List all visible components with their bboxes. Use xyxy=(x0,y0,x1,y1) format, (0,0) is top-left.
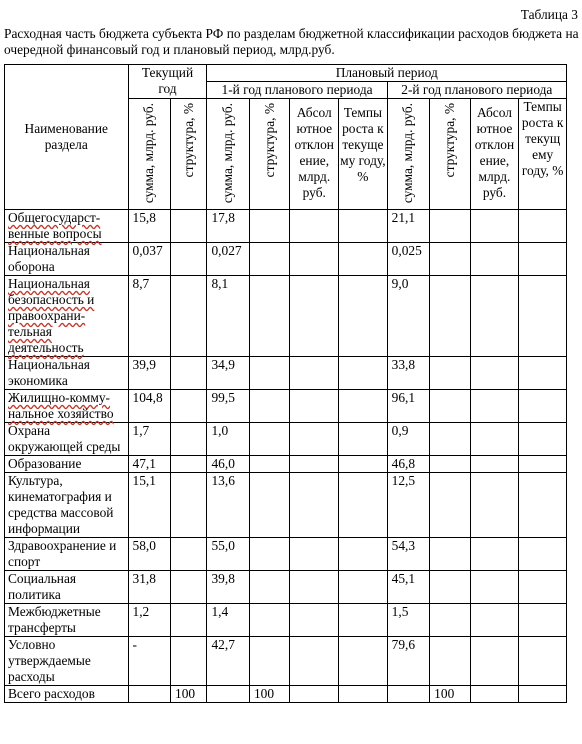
cell-y2-sum: 21,1 xyxy=(387,210,430,243)
budget-table xyxy=(4,64,567,703)
cell-y2-structure xyxy=(430,390,470,423)
cell-total-name: Всего расходов xyxy=(5,686,129,703)
header-y2-structure: структура, % xyxy=(430,99,470,210)
cell-y2-growth xyxy=(519,637,567,686)
cell-y2-sum: 12,5 xyxy=(387,473,430,538)
cell-y1-structure xyxy=(249,390,289,423)
cell-y2-abs-dev xyxy=(470,604,519,637)
cell-cur-sum: 0,037 xyxy=(128,243,171,276)
cell-y2-sum: 0,025 xyxy=(387,243,430,276)
table-title: Расходная часть бюджета субъекта РФ по разделам бюджетной классификации расходов бюджета на очередной финансовый год и плановый период, млрд.руб. xyxy=(4,26,579,57)
cell-y2-abs-dev xyxy=(470,357,519,390)
cell-y2-growth xyxy=(519,357,567,390)
cell-y2-growth xyxy=(519,604,567,637)
cell-y2-structure xyxy=(430,473,470,538)
cell-y1-structure xyxy=(249,210,289,243)
cell-y2-abs-dev xyxy=(470,423,519,456)
table-row xyxy=(5,637,567,686)
cell-y1-growth xyxy=(339,604,388,637)
cell-y1-sum: 34,9 xyxy=(207,357,250,390)
total-row xyxy=(5,686,567,703)
cell-row-name: Общегосударст-венные вопросы xyxy=(5,210,129,243)
cell-y1-structure xyxy=(249,571,289,604)
table-row xyxy=(5,390,567,423)
table-row xyxy=(5,571,567,604)
cell-row-name: Образование xyxy=(5,456,129,473)
cell-cur-sum: 1,7 xyxy=(128,423,171,456)
cell-y1-abs-dev xyxy=(290,473,339,538)
cell-row-name: Межбюджетные трансферты xyxy=(5,604,129,637)
cell-row-name: Охрана окружающей среды xyxy=(5,423,129,456)
table-row xyxy=(5,538,567,571)
cell-row-name: Здравоохранение и спорт xyxy=(5,538,129,571)
cell-row-name: Культура, кинематография и средства массовой информации xyxy=(5,473,129,538)
cell-y1-structure xyxy=(249,456,289,473)
cell-row-name: Национальная экономика xyxy=(5,357,129,390)
cell-y2-structure xyxy=(430,637,470,686)
cell-y2-sum: 45,1 xyxy=(387,571,430,604)
cell-y1-sum: 1,4 xyxy=(207,604,250,637)
cell-y2-abs-dev xyxy=(470,390,519,423)
cell-y1-abs-dev xyxy=(290,571,339,604)
cell-y1-growth xyxy=(339,276,388,357)
cell-y1-sum: 1,0 xyxy=(207,423,250,456)
cell-y1-abs-dev xyxy=(290,390,339,423)
cell-cur-sum: 47,1 xyxy=(128,456,171,473)
table-row xyxy=(5,604,567,637)
cell-row-name: Социальная политика xyxy=(5,571,129,604)
cell-y1-sum: 55,0 xyxy=(207,538,250,571)
cell-cur-structure xyxy=(171,243,207,276)
cell-cur-structure xyxy=(171,571,207,604)
table-row xyxy=(5,210,567,243)
header-cur-structure: структура, % xyxy=(171,99,207,210)
cell-y1-sum: 46,0 xyxy=(207,456,250,473)
cell-y2-abs-dev xyxy=(470,473,519,538)
cell-y1-abs-dev xyxy=(290,456,339,473)
header-planned-period: Плановый период xyxy=(207,65,567,82)
cell-cur-structure xyxy=(171,473,207,538)
header-y1-structure: структура, % xyxy=(249,99,289,210)
cell-cur-sum: 8,7 xyxy=(128,276,171,357)
cell-y1-abs-dev xyxy=(290,243,339,276)
cell-cur-sum: 39,9 xyxy=(128,357,171,390)
cell-row-name: Национальная безопасность и правоохрани-тельная деятельность xyxy=(5,276,129,357)
cell-cur-structure xyxy=(171,357,207,390)
cell-y2-growth xyxy=(519,423,567,456)
cell-y2-sum: 1,5 xyxy=(387,604,430,637)
cell-y2-sum: 0,9 xyxy=(387,423,430,456)
cell-y1-abs-dev xyxy=(290,604,339,637)
cell-cur-structure xyxy=(171,456,207,473)
cell-total-y1-growth xyxy=(339,686,388,703)
cell-y2-growth xyxy=(519,243,567,276)
cell-total-y1-structure: 100 xyxy=(249,686,289,703)
cell-y2-growth xyxy=(519,210,567,243)
cell-y1-growth xyxy=(339,637,388,686)
cell-y1-sum: 99,5 xyxy=(207,390,250,423)
cell-cur-structure xyxy=(171,390,207,423)
cell-y2-sum: 46,8 xyxy=(387,456,430,473)
cell-cur-sum: 1,2 xyxy=(128,604,171,637)
cell-y2-abs-dev xyxy=(470,243,519,276)
cell-total-y2-growth xyxy=(519,686,567,703)
cell-y2-structure xyxy=(430,456,470,473)
cell-y1-sum: 0,027 xyxy=(207,243,250,276)
header-name: Наименование раздела xyxy=(5,65,129,210)
cell-y1-sum: 17,8 xyxy=(207,210,250,243)
cell-y2-structure xyxy=(430,276,470,357)
cell-cur-structure xyxy=(171,423,207,456)
table-row xyxy=(5,243,567,276)
cell-total-cur-sum xyxy=(128,686,171,703)
cell-y1-growth xyxy=(339,473,388,538)
cell-y1-structure xyxy=(249,243,289,276)
cell-y2-structure xyxy=(430,571,470,604)
header-y2-abs-dev: Абсол ютное отклон ение, млрд. руб. xyxy=(470,99,519,210)
cell-y2-abs-dev xyxy=(470,276,519,357)
cell-y2-structure xyxy=(430,210,470,243)
cell-y2-growth xyxy=(519,571,567,604)
cell-y2-structure xyxy=(430,538,470,571)
cell-y1-structure xyxy=(249,604,289,637)
cell-y2-abs-dev xyxy=(470,210,519,243)
header-y1-sum: сумма, млрд. руб. xyxy=(207,99,250,210)
cell-y1-structure xyxy=(249,423,289,456)
cell-row-name: Условно утверждаемые расходы xyxy=(5,637,129,686)
cell-total-y2-abs-dev xyxy=(470,686,519,703)
header-year1: 1-й год планового периода xyxy=(207,82,387,99)
cell-y1-structure xyxy=(249,637,289,686)
cell-y1-structure xyxy=(249,473,289,538)
cell-y2-abs-dev xyxy=(470,456,519,473)
cell-y1-abs-dev xyxy=(290,423,339,456)
cell-y2-sum: 79,6 xyxy=(387,637,430,686)
header-year2: 2-й год планового периода xyxy=(387,82,566,99)
header-cur-sum: сумма, млрд. руб. xyxy=(128,99,171,210)
cell-y2-abs-dev xyxy=(470,538,519,571)
cell-y1-structure xyxy=(249,357,289,390)
header-y2-growth: Темпы роста к текущ ему году, % xyxy=(519,99,567,210)
cell-y1-abs-dev xyxy=(290,357,339,390)
cell-cur-sum: 104,8 xyxy=(128,390,171,423)
header-y1-growth: Темпы роста к текуще му году, % xyxy=(339,99,388,210)
cell-row-name: Национальная оборона xyxy=(5,243,129,276)
cell-y1-sum: 42,7 xyxy=(207,637,250,686)
header-y2-sum: сумма, млрд. руб. xyxy=(387,99,430,210)
cell-cur-sum: 15,8 xyxy=(128,210,171,243)
cell-y1-abs-dev xyxy=(290,538,339,571)
table-row xyxy=(5,473,567,538)
cell-y1-abs-dev xyxy=(290,210,339,243)
cell-y2-growth xyxy=(519,538,567,571)
cell-y1-sum: 8,1 xyxy=(207,276,250,357)
cell-y2-abs-dev xyxy=(470,571,519,604)
header-current-year: Текущий год xyxy=(128,65,207,99)
cell-cur-structure xyxy=(171,604,207,637)
cell-y1-growth xyxy=(339,210,388,243)
cell-y2-growth xyxy=(519,390,567,423)
cell-y1-growth xyxy=(339,390,388,423)
cell-y2-growth xyxy=(519,456,567,473)
table-row xyxy=(5,357,567,390)
cell-y1-abs-dev xyxy=(290,276,339,357)
cell-cur-structure xyxy=(171,210,207,243)
cell-y2-structure xyxy=(430,423,470,456)
cell-y2-structure xyxy=(430,357,470,390)
cell-y1-sum: 39,8 xyxy=(207,571,250,604)
table-row xyxy=(5,423,567,456)
cell-y1-growth xyxy=(339,423,388,456)
cell-y1-growth xyxy=(339,456,388,473)
cell-y2-sum: 96,1 xyxy=(387,390,430,423)
table-row xyxy=(5,276,567,357)
cell-cur-sum: 15,1 xyxy=(128,473,171,538)
cell-cur-sum: 31,8 xyxy=(128,571,171,604)
cell-y1-structure xyxy=(249,276,289,357)
cell-y2-sum: 9,0 xyxy=(387,276,430,357)
cell-y1-growth xyxy=(339,357,388,390)
cell-total-y1-sum xyxy=(207,686,250,703)
cell-y1-abs-dev xyxy=(290,637,339,686)
cell-cur-structure xyxy=(171,637,207,686)
cell-y2-abs-dev xyxy=(470,637,519,686)
table-row xyxy=(5,456,567,473)
cell-total-cur-structure: 100 xyxy=(171,686,207,703)
cell-y2-structure xyxy=(430,243,470,276)
cell-total-y2-sum xyxy=(387,686,430,703)
cell-y2-structure xyxy=(430,604,470,637)
cell-y1-structure xyxy=(249,538,289,571)
cell-row-name: Жилищно-комму-нальное хозяйство xyxy=(5,390,129,423)
cell-y2-sum: 33,8 xyxy=(387,357,430,390)
cell-y1-sum: 13,6 xyxy=(207,473,250,538)
cell-y2-sum: 54,3 xyxy=(387,538,430,571)
cell-y1-growth xyxy=(339,571,388,604)
table-label: Таблица 3 xyxy=(520,7,578,22)
cell-cur-structure xyxy=(171,276,207,357)
cell-y2-growth xyxy=(519,276,567,357)
cell-total-y1-abs-dev xyxy=(290,686,339,703)
header-y1-abs-dev: Абсол ютное отклон ение, млрд. руб. xyxy=(290,99,339,210)
cell-y1-growth xyxy=(339,243,388,276)
cell-cur-sum: 58,0 xyxy=(128,538,171,571)
cell-total-y2-structure: 100 xyxy=(430,686,470,703)
cell-cur-structure xyxy=(171,538,207,571)
cell-y2-growth xyxy=(519,473,567,538)
cell-y1-growth xyxy=(339,538,388,571)
cell-cur-sum: - xyxy=(128,637,171,686)
